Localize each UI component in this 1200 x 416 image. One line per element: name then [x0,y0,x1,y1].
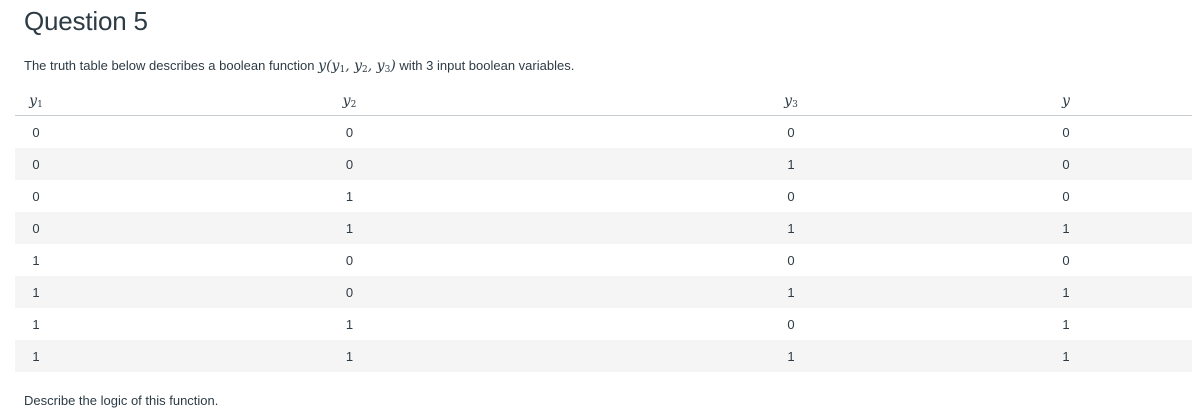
question-intro [24,58,574,75]
cell-y3: 0 [787,188,795,204]
cell-y1: 0 [32,188,40,204]
cell-y3: 1 [642,340,940,372]
table-row [15,148,1192,180]
cell-y: 1 [940,276,1192,308]
question-prompt: Describe the logic of this function. [24,393,219,408]
table-row [15,244,1192,276]
table-row [15,180,1192,212]
cell-y1: 0 [15,148,57,180]
header-y1: $y_1$ [15,87,57,116]
cell-y1: 1 [15,276,57,308]
intro-text-before: The truth table below describes a boolean function [24,58,315,73]
cell-y2: 1 [57,340,642,372]
cell-y2: 0 [57,148,642,180]
table-row [15,340,1192,372]
cell-y1: 0 [32,124,40,140]
cell-y3: 0 [787,252,795,268]
question-title: Question 5 [24,6,148,36]
cell-y3: 1 [642,276,940,308]
header-y: y [940,87,1192,116]
intro-text-after: with 3 input boolean variables. [399,58,575,73]
table-row [15,308,1192,340]
cell-y2: 0 [57,276,642,308]
table-row [15,116,1192,149]
cell-y2: 0 [345,124,354,140]
function-signature: $y(y_1$, $y_2$, $y_3$) [318,58,396,75]
cell-y: 0 [1062,252,1070,268]
truth-table-header-row [15,87,1192,116]
header-y3: $y_3$ [642,87,940,116]
cell-y3: 0 [787,124,795,140]
header-y2: $y_2$ [57,87,642,116]
cell-y2: 1 [345,188,354,204]
table-row [15,212,1192,244]
cell-y2: 1 [57,212,642,244]
cell-y1: 1 [15,340,57,372]
cell-y2: 0 [345,252,354,268]
cell-y: 0 [1062,188,1070,204]
cell-y3: 1 [642,212,940,244]
cell-y1: 0 [15,212,57,244]
cell-y3: 1 [642,148,940,180]
cell-y: 0 [1062,124,1070,140]
cell-y: 1 [940,340,1192,372]
cell-y: 0 [940,148,1192,180]
cell-y1: 1 [32,316,40,332]
truth-table [15,87,1192,372]
cell-y2: 1 [345,316,354,332]
cell-y: 1 [940,212,1192,244]
cell-y: 1 [1062,316,1070,332]
cell-y3: 0 [787,316,795,332]
cell-y1: 1 [32,252,40,268]
table-row [15,276,1192,308]
